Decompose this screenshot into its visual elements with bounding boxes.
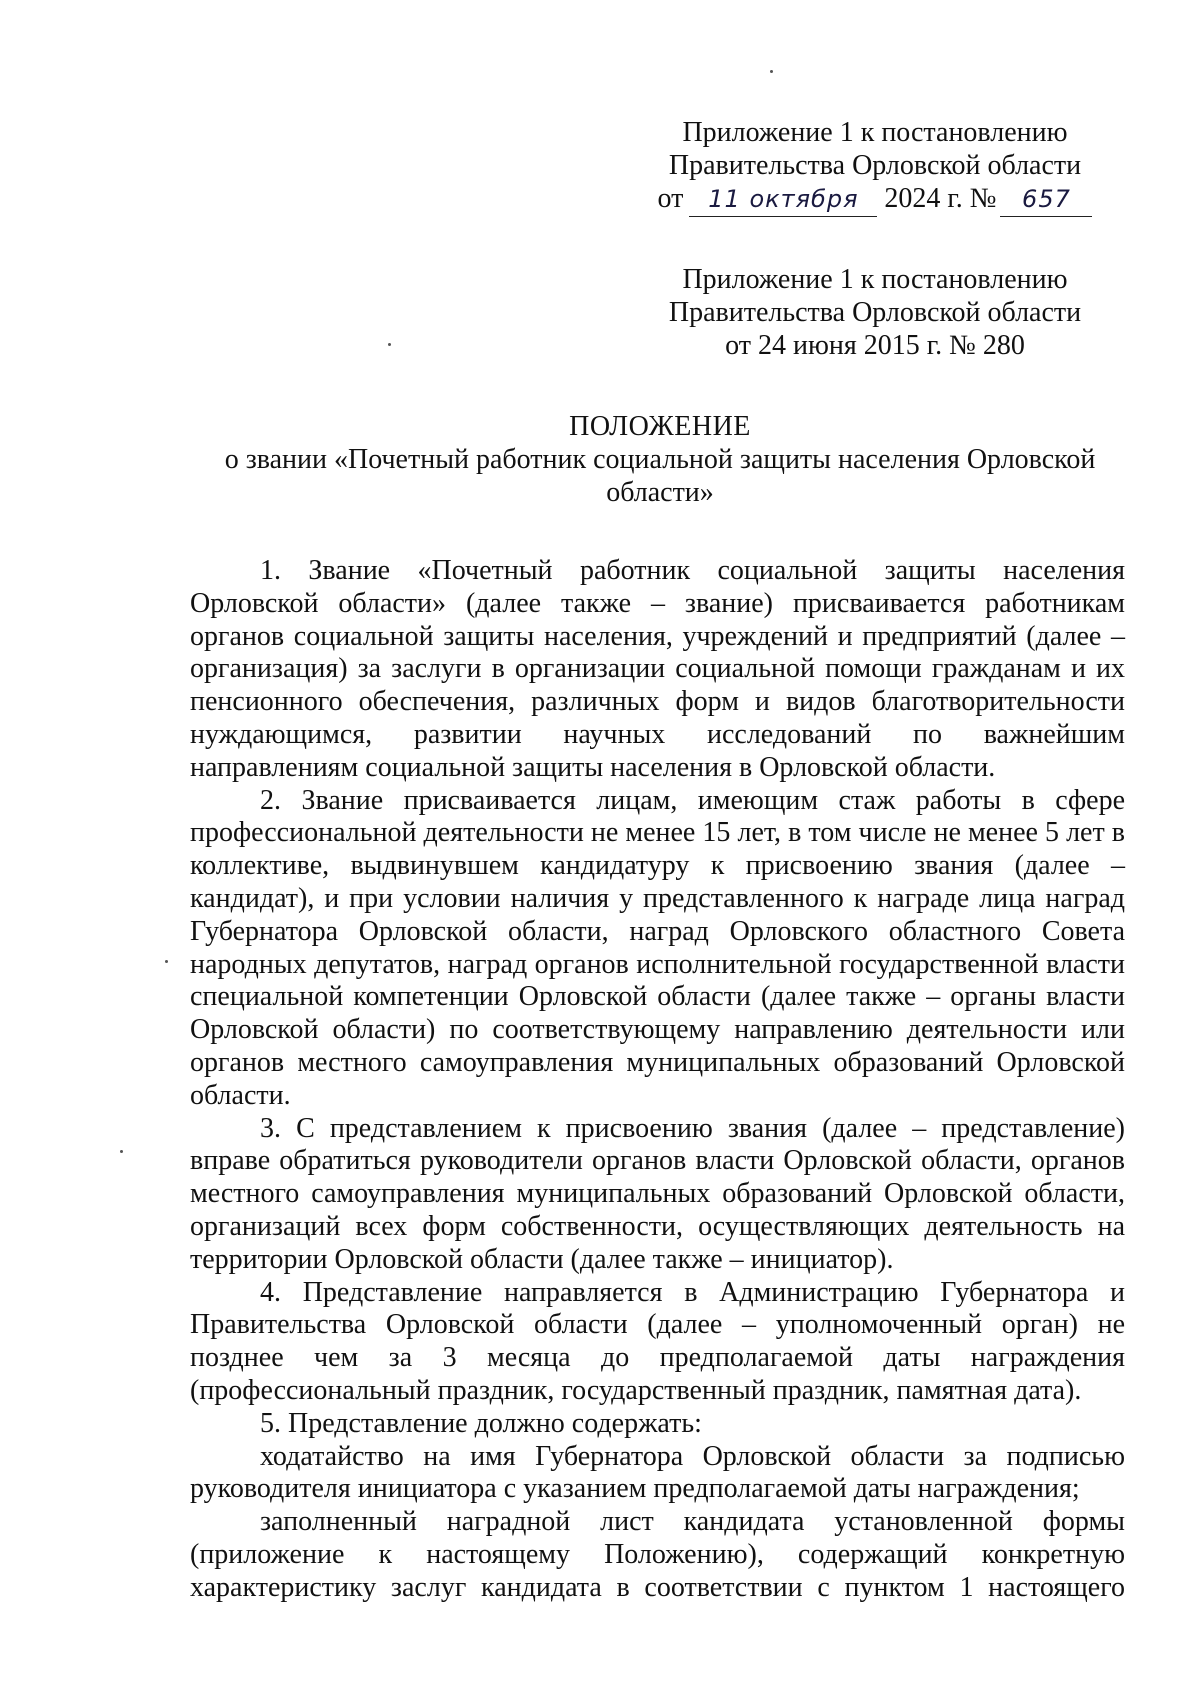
paragraph-5: 5. Представление должно содержать: (260, 1407, 702, 1439)
handwritten-date: 11 октября (689, 183, 877, 217)
date-prefix: от (657, 183, 684, 214)
prev-header-line-2: Правительства Орловской области (668, 297, 1082, 328)
scan-speck (388, 343, 391, 346)
document-body (190, 555, 1125, 1605)
paragraph-3: 3. С представлением к присвоению звания (далее – представление) вправе обратиться руководители органов власти Орловской области, органов местного самоуправления муниципальных образований Орловской области, организаций всех форм собственности, осуществляющих деятельность на территории Орловской области (далее также – инициатор). (190, 1112, 1125, 1275)
document-title: ПОЛОЖЕНИЕ (569, 411, 751, 442)
scan-speck (165, 960, 168, 963)
header-line-2: Правительства Орловской области (668, 150, 1082, 181)
paragraph-7: заполненный наградной лист кандидата установленной формы (приложение к настоящему Положению), содержащий конкретную характеристику заслуг кандидата в соответствии с пунктом 1 настоящего (190, 1506, 1125, 1603)
prev-header-line-1: Приложение 1 к постановлению (682, 264, 1068, 295)
handwritten-number: 657 (1000, 183, 1092, 217)
date-year: 2024 г. № (884, 183, 997, 214)
document-title-block (190, 410, 1130, 509)
paragraph-1: 1. Звание «Почетный работник социальной защиты населения Орловской области» (далее также – звание) присваивается работникам органов социальной защиты населения, учреждений и предприятий (далее – организация) за заслуги в организации социальной помощи гражданам и их пенсионного обеспечения, различных форм и видов благотворительности нуждающимся, развитии научных исследований по важнейшим направлениям социальной защиты населения в Орловской области. (190, 555, 1125, 783)
document-subtitle: о звании «Почетный работник социальной защиты населения Орловской области» (224, 444, 1096, 508)
scan-speck (770, 70, 773, 73)
paragraph-4: 4. Представление направляется в Администрацию Губернатора и Правительства Орловской области (далее – уполномоченный орган) не позднее чем за 3 месяца до предполагаемой даты награждения (профессиональный праздник, государственный праздник, памятная дата). (190, 1276, 1125, 1406)
prev-header-line-3: от 24 июня 2015 г. № 280 (725, 330, 1025, 361)
header-line-1: Приложение 1 к постановлению (682, 117, 1068, 148)
scan-speck (120, 1150, 123, 1153)
previous-appendix-header (640, 263, 1110, 362)
paragraph-6: ходатайство на имя Губернатора Орловской области за подписью руководителя инициатора с указанием предполагаемой даты награждения; (190, 1440, 1125, 1505)
header-date-line (640, 182, 1110, 217)
current-appendix-header (640, 116, 1110, 217)
paragraph-2: 2. Звание присваивается лицам, имеющим стаж работы в сфере профессиональной деятельности не менее 15 лет, в том числе не менее 5 лет в коллективе, выдвинувшем кандидатуру к присвоению звания (далее – кандидат), и при условии наличия у представленного к награде лица наград Губернатора Орловской области, наград Орловского областного Совета народных депутатов, наград органов исполнительной государственной власти специальной компетенции Орловской области (далее также – органы власти Орловской области) по соответствующему направлению деятельности или органов местного самоуправления муниципальных образований Орловской области. (190, 784, 1125, 1111)
